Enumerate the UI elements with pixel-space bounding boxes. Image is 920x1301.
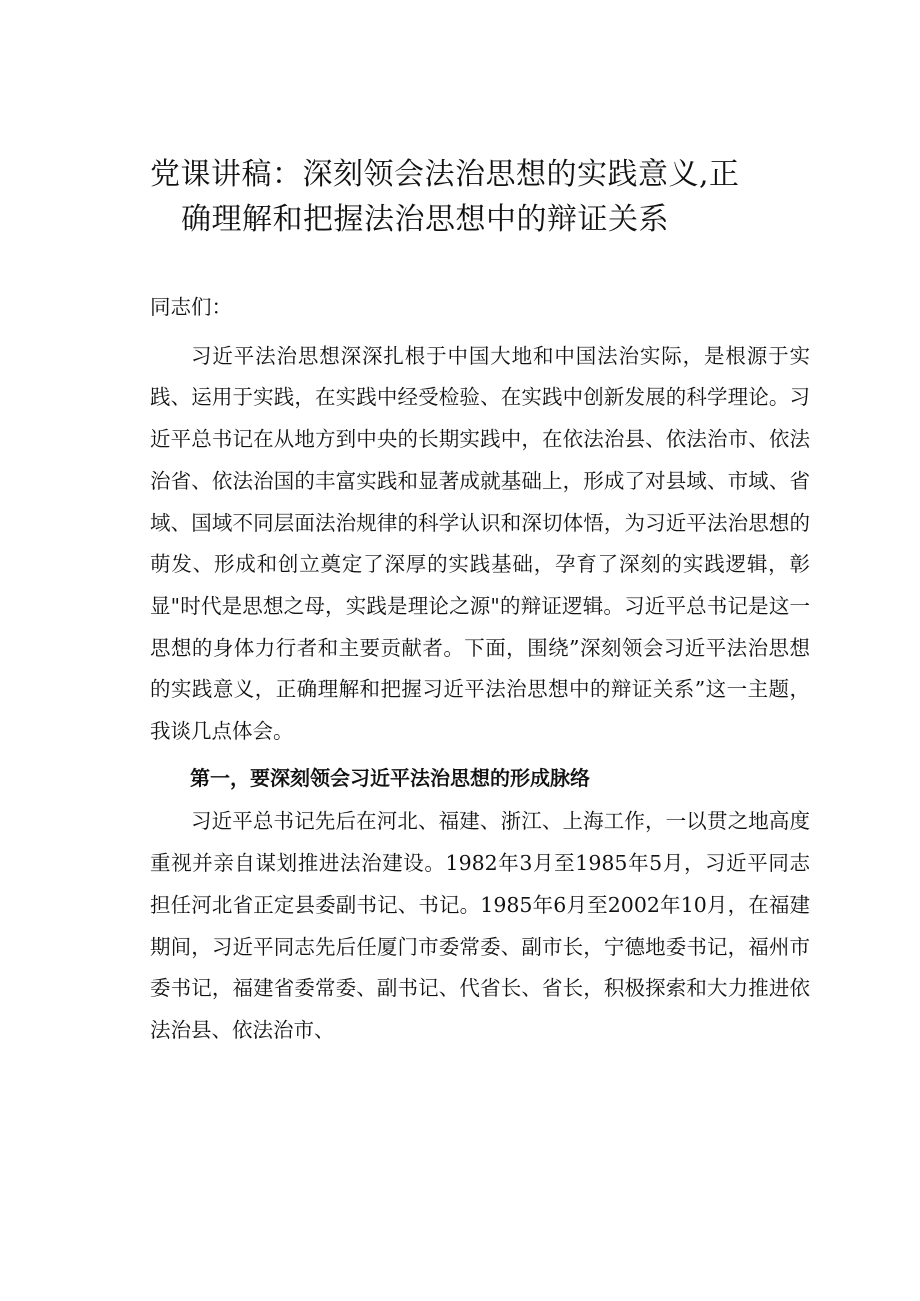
- document-title-line-1: 党课讲稿：深刻领会法治思想的实践意义,正: [150, 157, 740, 192]
- document-title-line-2: 确理解和把握法治思想中的辩证关系: [181, 202, 669, 237]
- document-title: [150, 152, 840, 242]
- document-body: [150, 287, 810, 1052]
- section-heading-1: 第一，要深刻领会习近平法治思想的形成脉络: [190, 765, 590, 790]
- body-paragraph-2: 习近平总书记先后在河北、福建、浙江、上海工作，一以贯之地高度重视并亲自谋划推进法治建设。1982年3月至1985年5月，习近平同志担任河北省正定县委副书记、书记。1985年6月至2002年10月，在福建期间，习近平同志先后任厦门市委常委、副市长，宁德地委书记，福州市委书记，福建省委常委、副书记、代省长、省长，积极探索和大力推进依法治县、依法治市、: [150, 809, 810, 1042]
- salutation: 同志们：: [150, 295, 232, 319]
- body-paragraph-1: 习近平法治思想深深扎根于中国大地和中国法治实际，是根源于实践、运用于实践，在实践中经受检验、在实践中创新发展的科学理论。习近平总书记在从地方到中央的长期实践中，在依法治县、依法治市、依法治省、依法治国的丰富实践和显著成就基础上，形成了对县域、市域、省域、国域不同层面法治规律的科学认识和深切体悟，为习近平法治思想的萌发、形成和创立奠定了深厚的实践基础，孕育了深刻的实践逻辑，彰显"时代是思想之母，实践是理论之源"的辩证逻辑。习近平总书记是这一思想的身体力行者和主要贡献者。下面，围绕”深刻领会习近平法治思想的实践意义，正确理解和把握习近平法治思想中的辩证关系”这一主题，我谈几点体会。: [150, 343, 810, 744]
